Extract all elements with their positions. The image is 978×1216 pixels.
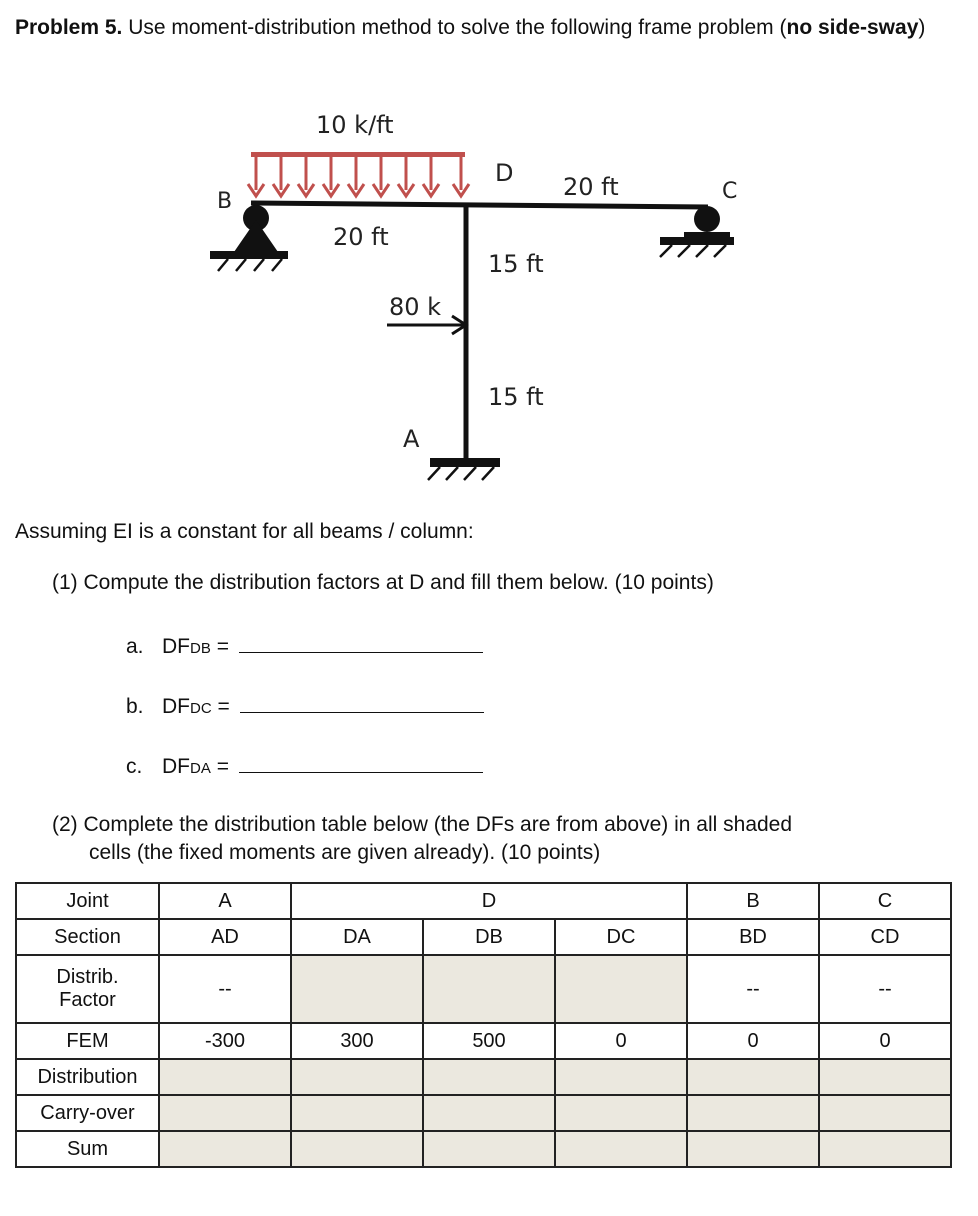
sum-label: Sum [16,1131,159,1167]
distribution-db-cell[interactable] [423,1059,555,1095]
problem-close: ) [918,16,926,39]
col-upper-label: 15 ft [488,250,544,278]
node-c-label: C [722,179,738,204]
sum-ad-cell[interactable] [159,1131,291,1167]
carryover-dc-cell[interactable] [555,1095,687,1131]
joint-d: D [291,883,687,919]
df-db-answer-field[interactable] [239,630,483,653]
sum-cd-cell[interactable] [819,1131,951,1167]
carryover-db-cell[interactable] [423,1095,555,1131]
df-subscript: DC [190,700,212,717]
df-item-letter: c. [126,755,143,778]
df-label-line2: Factor [59,989,116,1011]
fem-label: FEM [16,1023,159,1059]
node-a-label: A [403,425,420,453]
df-equals: = [216,635,229,658]
df-subscript: DB [190,640,211,657]
section-bd: BD [687,919,819,955]
carryover-row [16,1095,951,1131]
df-equals: = [217,695,230,718]
part1-text: (1) Compute the distribution factors at D and fill them below. (10 points) [52,571,714,594]
section-da: DA [291,919,423,955]
section-label: Section [16,919,159,955]
section-row [16,919,951,955]
part2-line1: (2) Complete the distribution table below (the DFs are from above) in all shaded [52,813,793,836]
df-db-cell[interactable] [423,955,555,1023]
span-bd-label: 20 ft [333,223,389,251]
load-bar [251,152,465,157]
part2-line2: cells (the fixed moments are given already). (10 points) [89,841,601,864]
fem-ad: -300 [159,1023,291,1059]
df-item-letter: b. [126,695,144,718]
support-b [210,205,288,271]
distributed-load [248,152,469,196]
distribution-ad-cell[interactable] [159,1059,291,1095]
problem-label: Problem 5. [15,16,123,39]
df-label [16,955,159,1023]
frame-diagram [0,0,978,520]
beam [251,203,708,207]
joint-label: Joint [16,883,159,919]
carryover-cd-cell[interactable] [819,1095,951,1131]
node-b-label: B [217,189,233,214]
df-row [16,955,951,1023]
df-item-letter: a. [126,635,144,658]
df-text: DF [162,635,190,658]
distribution-dc-cell[interactable] [555,1059,687,1095]
assumption-text: Assuming EI is a constant for all beams / column: [15,520,474,543]
sum-dc-cell[interactable] [555,1131,687,1167]
section-cd: CD [819,919,951,955]
df-dc-cell[interactable] [555,955,687,1023]
sum-bd-cell[interactable] [687,1131,819,1167]
node-d-label: D [495,159,514,187]
df-bd: -- [687,955,819,1023]
joint-b: B [687,883,819,919]
section-ad: AD [159,919,291,955]
df-cd: -- [819,955,951,1023]
fem-dc: 0 [555,1023,687,1059]
distribution-cd-cell[interactable] [819,1059,951,1095]
problem-text: Use moment-distribution method to solve the following frame problem ( [122,16,787,39]
distribution-row [16,1059,951,1095]
support-a [428,458,500,480]
carryover-bd-cell[interactable] [687,1095,819,1131]
df-da-answer-field[interactable] [239,750,483,773]
span-dc-label: 20 ft [563,173,619,201]
joint-row [16,883,951,919]
support-c [660,206,734,257]
fem-cd: 0 [819,1023,951,1059]
df-equals: = [216,755,229,778]
load-label: 10 k/ft [316,111,394,139]
fem-da: 300 [291,1023,423,1059]
fem-db: 500 [423,1023,555,1059]
carryover-label: Carry-over [16,1095,159,1131]
df-subscript: DA [190,760,211,777]
df-item-da [126,750,483,779]
carryover-da-cell[interactable] [291,1095,423,1131]
df-item-db [126,630,483,659]
section-dc: DC [555,919,687,955]
distribution-table [15,882,952,1168]
col-lower-label: 15 ft [488,383,544,411]
fem-bd: 0 [687,1023,819,1059]
sum-da-cell[interactable] [291,1131,423,1167]
problem-bold-tail: no side-sway [786,16,919,39]
distribution-da-cell[interactable] [291,1059,423,1095]
df-da-cell[interactable] [291,955,423,1023]
carryover-ad-cell[interactable] [159,1095,291,1131]
distribution-bd-cell[interactable] [687,1059,819,1095]
sum-row [16,1131,951,1167]
sum-db-cell[interactable] [423,1131,555,1167]
df-ad: -- [159,955,291,1023]
fem-row [16,1023,951,1059]
joint-c: C [819,883,951,919]
df-text: DF [162,755,190,778]
joint-a: A [159,883,291,919]
df-text: DF [162,695,190,718]
point-load-label: 80 k [389,293,442,321]
distribution-label: Distribution [16,1059,159,1095]
df-label-line1: Distrib. [56,966,119,988]
df-item-dc [126,690,484,719]
section-db: DB [423,919,555,955]
df-dc-answer-field[interactable] [240,690,484,713]
